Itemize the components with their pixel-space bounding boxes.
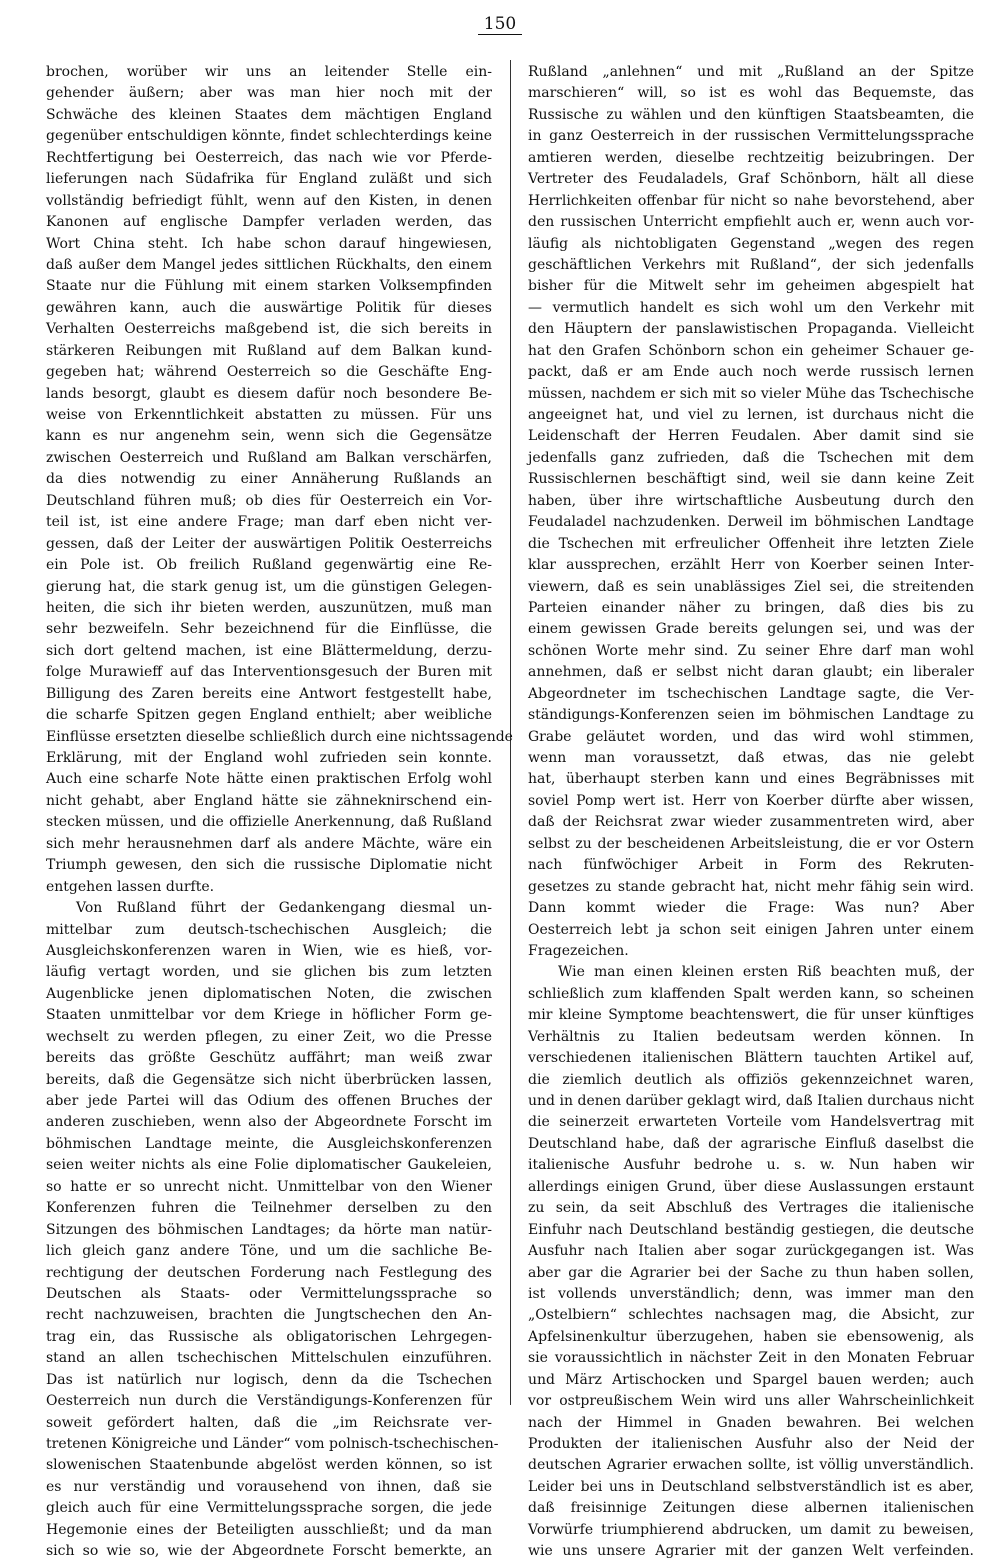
text-line: gegeben hat; während Oesterreich so die Geschäfte Eng- bbox=[46, 364, 492, 381]
text-line: allerdings einigen Grund, über diese Auslassungen erstaunt bbox=[528, 1178, 974, 1195]
text-line: Apfelsinenkultur überzugehen, haben sie ebensowenig, als bbox=[528, 1328, 974, 1345]
text-line: sich mehr herausnehmen darf als andere Mächte, wäre ein bbox=[46, 835, 492, 852]
text-line: trag ein, das Russische als obligatorischen Lehrgegen- bbox=[46, 1328, 492, 1345]
text-line: Augenblicke jenen diplomatischen Noten, die zwischen bbox=[46, 985, 492, 1002]
text-line: zwischen Oesterreich und Rußland am Balkan verschärfen, bbox=[46, 449, 492, 466]
text-line: Vorwürfe triumphierend abdrucken, um damit zu beweisen, bbox=[528, 1521, 974, 1538]
text-line: Leider bei uns in Deutschland selbstverständlich ist es aber, bbox=[528, 1478, 974, 1495]
text-line: Feudaladel nachzudenken. Derweil im böhmischen Landtage bbox=[528, 514, 974, 531]
text-line: Rechtfertigung bei Oesterreich, das nach wie vor Pferde- bbox=[46, 149, 492, 166]
text-line: läufig vertagt worden, und sie glichen bis zum letzten bbox=[46, 964, 492, 981]
text-line: italienische Ausfuhr bedrohe u. s. w. Nun haben wir bbox=[528, 1157, 974, 1174]
text-line: die ziemlich deutlich als offiziös gekennzeichnet waren, bbox=[528, 1071, 974, 1088]
text-line: gehender äußern; aber was man hier noch mit der bbox=[46, 85, 492, 102]
text-line: Erklärung, mit der England wohl zufrieden sein konnte. bbox=[46, 750, 492, 766]
text-line: mittelbar zum deutsch-tschechischen Ausgleich; die bbox=[46, 921, 492, 938]
text-line: daß freisinnige Zeitungen diese albernen italienischen bbox=[528, 1500, 974, 1517]
text-line: recht nachzuweisen, brachten die Jungtschechen den An- bbox=[46, 1307, 492, 1324]
text-line: Parteien einander näher zu bringen, daß dies bis zu bbox=[528, 599, 974, 616]
right-column bbox=[528, 62, 974, 1560]
text-line: daß der Reichsrat zwar wieder zusammentreten wird, aber bbox=[528, 814, 974, 831]
text-line: hat, überhaupt sterben kann und eines Begräbnisses mit bbox=[528, 771, 974, 788]
left-column bbox=[46, 62, 513, 1560]
text-line: wechselt zu werden pflegen, zu einer Zeit, wo die Presse bbox=[46, 1028, 492, 1045]
text-line: einem gewissen Grade bereits gelungen sei, und was der bbox=[528, 621, 974, 638]
text-line: Fragezeichen. bbox=[528, 942, 629, 959]
text-line: Hegemonie eines der Beteiligten ausschließt; und da man bbox=[46, 1521, 492, 1538]
text-line: nicht gehabt, aber England hätte sie zähneknirschend ein- bbox=[46, 792, 492, 809]
text-line: es nur verständig und vorausehend von ihnen, daß sie bbox=[46, 1478, 492, 1495]
text-line: wenn man voraussetzt, daß etwas, das nie gelebt bbox=[528, 750, 974, 766]
text-line: Auch eine scharfe Note hätte einen praktischen Erfolg wohl bbox=[46, 771, 492, 788]
text-line: sehr bezweifeln. Sehr bezeichnend für die Einflüsse, die bbox=[46, 621, 492, 638]
text-line: Rußland „anlehnen“ und mit „Rußland an der Spitze bbox=[528, 64, 974, 80]
text-line: amtieren werden, dieselbe rechtzeitig beizubringen. Der bbox=[528, 149, 974, 166]
text-line: gessen, daß der Leiter der auswärtigen Politik Oesterreichs bbox=[46, 535, 492, 552]
text-line: Schwäche des kleinen Staates dem mächtigen England bbox=[46, 106, 492, 123]
text-line: stand an allen tschechischen Mittelschulen einzuführen. bbox=[46, 1350, 492, 1367]
text-line: Dann kommt wieder die Frage: Was nun? Aber bbox=[528, 900, 974, 917]
text-line: mir kleine Symptome beachtenswert, die für unser künftiges bbox=[528, 1007, 974, 1024]
text-line: wie uns unsere Agrarier mit der ganzen Welt verfeinden. bbox=[528, 1543, 974, 1560]
text-line: da dies notwendig zu einer Annäherung Rußlands an bbox=[46, 471, 492, 488]
text-line: Grabe geläutet worden, und das wird wohl stimmen, bbox=[528, 728, 974, 745]
text-line: und in denen darüber geklagt wird, daß Italien durchaus nicht bbox=[528, 1093, 974, 1109]
text-line: die seinerzeit erwarteten Vorteile vom Handelsvertrag mit bbox=[528, 1114, 974, 1131]
text-line: Staaten unmittelbar vor dem Kriege in höflicher Form ge- bbox=[46, 1007, 492, 1024]
text-line: Russischlernen beschäftigt sind, weil sie dann keine Zeit bbox=[528, 471, 974, 488]
text-line: böhmischen Landtage meinte, die Ausgleichskonferenzen bbox=[46, 1135, 492, 1152]
text-line: Das ist natürlich nur logisch, denn da die Tschechen bbox=[46, 1371, 492, 1388]
text-line: Verhalten Oesterreichs maßgebend ist, die sich bereits in bbox=[46, 321, 492, 338]
text-line: annehmen, daß er selbst nicht daran glaubt; ein liberaler bbox=[528, 664, 974, 681]
text-line: so hatte er so unrecht nicht. Unmittelbar von den Wiener bbox=[46, 1178, 492, 1195]
text-columns bbox=[46, 62, 974, 1560]
text-line: weise von Erkenntlichkeit abstatten zu müssen. Für uns bbox=[46, 407, 492, 423]
text-line: „Ostelbiern“ schlechtes nachsagen mag, die Absicht, zur bbox=[528, 1307, 974, 1324]
text-line: kann es nur angenehm sein, wenn sich die Gegensätze bbox=[46, 428, 492, 445]
text-line: brochen, worüber wir uns an leitender Stelle ein- bbox=[46, 64, 492, 80]
text-line: sich so wie so, wie der Abgeordnete Forscht bemerkte, an bbox=[46, 1543, 492, 1560]
text-line: bereits, daß die Gegensätze sich nicht überbrücken lassen, bbox=[46, 1071, 492, 1088]
text-line: rechtigung der deutschen Forderung nach Festlegung des bbox=[46, 1264, 492, 1281]
text-line: Von Rußland führt der Gedankengang diesmal un- bbox=[76, 900, 492, 917]
text-line: gewähren kann, auch die auswärtige Politik für dieses bbox=[46, 299, 492, 316]
text-line: gleich auch für eine Vermittelungssprache sorgen, die jede bbox=[46, 1500, 492, 1517]
text-line: Wort China steht. Ich habe schon darauf hingewiesen, bbox=[46, 235, 492, 252]
text-line: teil ist, ist eine andere Frage; man darf eben nicht ver- bbox=[46, 514, 492, 531]
text-line: zu sein, da seit Abschluß des Vertrages die italienische bbox=[528, 1200, 974, 1217]
text-line: selbst zu der bescheidenen Arbeitsleistung, die er vor Ostern bbox=[528, 835, 974, 852]
text-line: viewern, daß es sein unablässiges Ziel sei, die streitenden bbox=[528, 578, 974, 595]
text-line: stecken müssen, und die offizielle Anerkennung, daß Rußland bbox=[46, 814, 492, 831]
text-line: — vermutlich handelt es sich wohl um den Verkehr mit bbox=[528, 299, 974, 316]
text-line: Produkten der italienischen Ausfuhr also der Neid der bbox=[528, 1436, 974, 1452]
text-line: heiten, die sich ihr bieten werden, auszunützen, muß man bbox=[46, 599, 492, 616]
text-line: gierung hat, die stark genug ist, um die günstigen Gelegen- bbox=[46, 578, 492, 595]
text-line: Vertreter des Feudaladels, Graf Schönborn, hält all diese bbox=[528, 171, 974, 188]
text-line: nach fünfwöchiger Arbeit in Form des Rekruten- bbox=[528, 857, 974, 874]
text-line: aber gar die Agrarier bei der Sache zu thun haben sollen, bbox=[528, 1264, 974, 1281]
text-line: folge Murawieff auf das Interventionsgesuch der Buren mit bbox=[46, 664, 492, 681]
text-line: Staate nur die Fühlung mit einem starken Volksempfinden bbox=[46, 278, 492, 295]
text-line: tretenen Königreiche und Länder“ vom polnisch-tschechischen- bbox=[46, 1436, 499, 1452]
text-line: schönen Worte mehr sind. Zu seiner Ehre darf man wohl bbox=[528, 642, 974, 659]
text-line: entgehen lassen durfte. bbox=[46, 878, 215, 895]
text-line: Triumph gewesen, den sich die russische Diplomatie nicht bbox=[46, 857, 492, 874]
page-number-text: 150 bbox=[478, 14, 522, 35]
text-line: vor ostpreußischem Wein wird uns aller Wahrscheinlichkeit bbox=[528, 1393, 974, 1410]
text-line: Billigung des Zaren bereits eine Antwort festgestellt habe, bbox=[46, 685, 492, 702]
text-line: nach der Himmel in Gnaden bewahren. Bei welchen bbox=[528, 1414, 974, 1431]
text-line: stärkeren Reibungen mit Rußland auf dem Balkan kund- bbox=[46, 342, 492, 359]
text-line: hat den Grafen Schönborn schon ein geheimer Schauer ge- bbox=[528, 342, 974, 359]
text-line: deutschen Agrarier erwachen sollte, ist völlig unverständlich. bbox=[528, 1457, 974, 1474]
text-line: Deutschen als Staats- oder Vermittelungssprache so bbox=[46, 1285, 492, 1302]
text-line: Leidenschaft der Herren Feudalen. Aber damit sind sie bbox=[528, 428, 974, 445]
text-line: Konferenzen fuhren die Teilnehmer derselben zu den bbox=[46, 1200, 492, 1217]
text-line: Herrlichkeiten offenbar für nicht so nahe bevorstehend, aber bbox=[528, 192, 974, 209]
text-line: klar aussprechen, erzählt Herr von Koerber seinen Inter- bbox=[528, 557, 974, 574]
text-line: gegenüber entschuldigen könnte, findet schlechterdings keine bbox=[46, 128, 492, 145]
text-line: Ausfuhr nach Italien aber sogar zurückgegangen ist. Was bbox=[528, 1243, 974, 1260]
text-line: Verhältnis zu Italien bedeutsam werden können. In bbox=[528, 1028, 974, 1045]
text-line: in ganz Oesterreich in der russischen Vermittelungssprache bbox=[528, 128, 974, 145]
text-line: vollständig befriedigt fühlt, wenn auf den Kisten, in denen bbox=[46, 192, 492, 209]
text-line: gesetzes zu stande gebracht hat, nicht mehr fähig sein wird. bbox=[528, 878, 974, 895]
text-line: ein Pole ist. Ob freilich Rußland gegenwärtig eine Re- bbox=[46, 557, 492, 574]
text-line: und März Artischocken und Spargel bauen werden; auch bbox=[528, 1371, 974, 1388]
text-line: lieferungen nach Südafrika für England zuläßt und sich bbox=[46, 171, 492, 188]
text-line: den Häuptern der panslawistischen Propaganda. Vielleicht bbox=[528, 321, 974, 338]
text-line: den russischen Unterricht empfiehlt auch er, wenn auch vor- bbox=[528, 214, 974, 231]
text-line: ist vollends unverständlich; denn, was immer man den bbox=[528, 1285, 974, 1302]
text-line: Wie man einen kleinen ersten Riß beachten muß, der bbox=[558, 964, 974, 981]
text-line: jedenfalls ganz zufrieden, daß die Tschechen mit dem bbox=[528, 449, 974, 466]
text-line: Ausgleichskonferenzen waren in Wien, wie es hieß, vor- bbox=[46, 942, 492, 959]
text-line: die Tschechen mit erfreulicher Offenheit ihre letzten Ziele bbox=[528, 535, 974, 552]
text-line: anderen zuschieben, wenn also der Abgeordnete Forscht im bbox=[46, 1114, 492, 1131]
text-line: müssen, nachdem er sich mit so vieler Mühe das Tschechische bbox=[528, 385, 974, 402]
text-line: Deutschland führen muß; ob dies für Oesterreich ein Vor- bbox=[46, 492, 492, 509]
text-line: haben, über ihre wirtschaftliche Ausbeutung durch den bbox=[528, 492, 974, 509]
text-line: soweit gefördert halten, daß die „im Reichsrate ver- bbox=[46, 1414, 492, 1431]
text-line: angeeignet hat, und viel zu lernen, ist durchaus nicht die bbox=[528, 407, 974, 423]
text-line: läufig als nichtobligaten Gegenstand „wegen des regen bbox=[528, 235, 974, 252]
text-line: verschiedenen italienischen Blättern tauchten Artikel auf, bbox=[528, 1050, 974, 1067]
text-line: aber jede Partei will das Odium des offenen Bruches der bbox=[46, 1093, 492, 1109]
text-line: packt, daß er am Ende auch noch werde russisch lernen bbox=[528, 364, 974, 381]
text-line: Kanonen auf englische Dampfer verladen werden, das bbox=[46, 214, 492, 231]
text-line: lands besorgt, glaubt es diesem dafür noch besondere Be- bbox=[46, 385, 492, 402]
text-line: bisher für die Mitwelt sehr im geheimen abgespielt hat bbox=[528, 278, 974, 295]
text-line: marschieren“ will, so ist es wohl das Bequemste, das bbox=[528, 85, 974, 102]
text-line: lich gleich ganz andere Töne, und um die sachliche Be- bbox=[46, 1243, 492, 1260]
text-line: sich dort geltend machen, ist eine Blättermeldung, derzu- bbox=[46, 642, 492, 659]
text-line: ständigungs-Konferenzen seien im böhmischen Landtage zu bbox=[528, 707, 974, 724]
text-line: Oesterreich lebt ja schon seit einigen Jahren unter einem bbox=[528, 921, 974, 938]
text-line: slowenischen Staatenbunde abgelöst werden können, so ist bbox=[46, 1457, 492, 1474]
text-line: Sitzungen des böhmischen Landtages; da hörte man natür- bbox=[46, 1221, 492, 1238]
page-number bbox=[0, 14, 1000, 34]
text-line: sie voraussichtlich in nächster Zeit in den Monaten Februar bbox=[528, 1350, 974, 1367]
text-line: Deutschland habe, daß der agrarische Einfluß daselbst die bbox=[528, 1135, 974, 1152]
text-line: seien weiter nichts als eine Folie diplomatischer Gaukeleien, bbox=[46, 1157, 492, 1174]
text-line: daß außer dem Mangel jedes sittlichen Rückhalts, den einem bbox=[46, 256, 492, 273]
text-line: Abgeordneter im tschechischen Landtage sagte, die Ver- bbox=[528, 685, 974, 702]
text-line: geschäftlichen Verkehrs mit Rußland“, der sich jedenfalls bbox=[528, 256, 974, 273]
text-line: soviel Pomp wert ist. Herr von Koerber dürfte aber wissen, bbox=[528, 792, 974, 809]
text-line: schließlich zum klaffenden Spalt werden kann, so scheinen bbox=[528, 985, 974, 1002]
text-line: Einfuhr nach Deutschland beständig gestiegen, die deutsche bbox=[528, 1221, 974, 1238]
text-line: die scharfe Spitzen gegen England enthielt; aber weibliche bbox=[46, 707, 492, 724]
text-line: Oesterreich nun durch die Verständigungs-Konferenzen für bbox=[46, 1393, 492, 1410]
text-line: Russische zu wählen und den künftigen Staatsbeamten, die bbox=[528, 106, 974, 123]
text-line: bereits das größte Geschütz auffährt; man weiß zwar bbox=[46, 1050, 492, 1067]
text-line: Einflüsse ersetzten dieselbe schließlich durch eine nichtssagende bbox=[46, 728, 513, 745]
